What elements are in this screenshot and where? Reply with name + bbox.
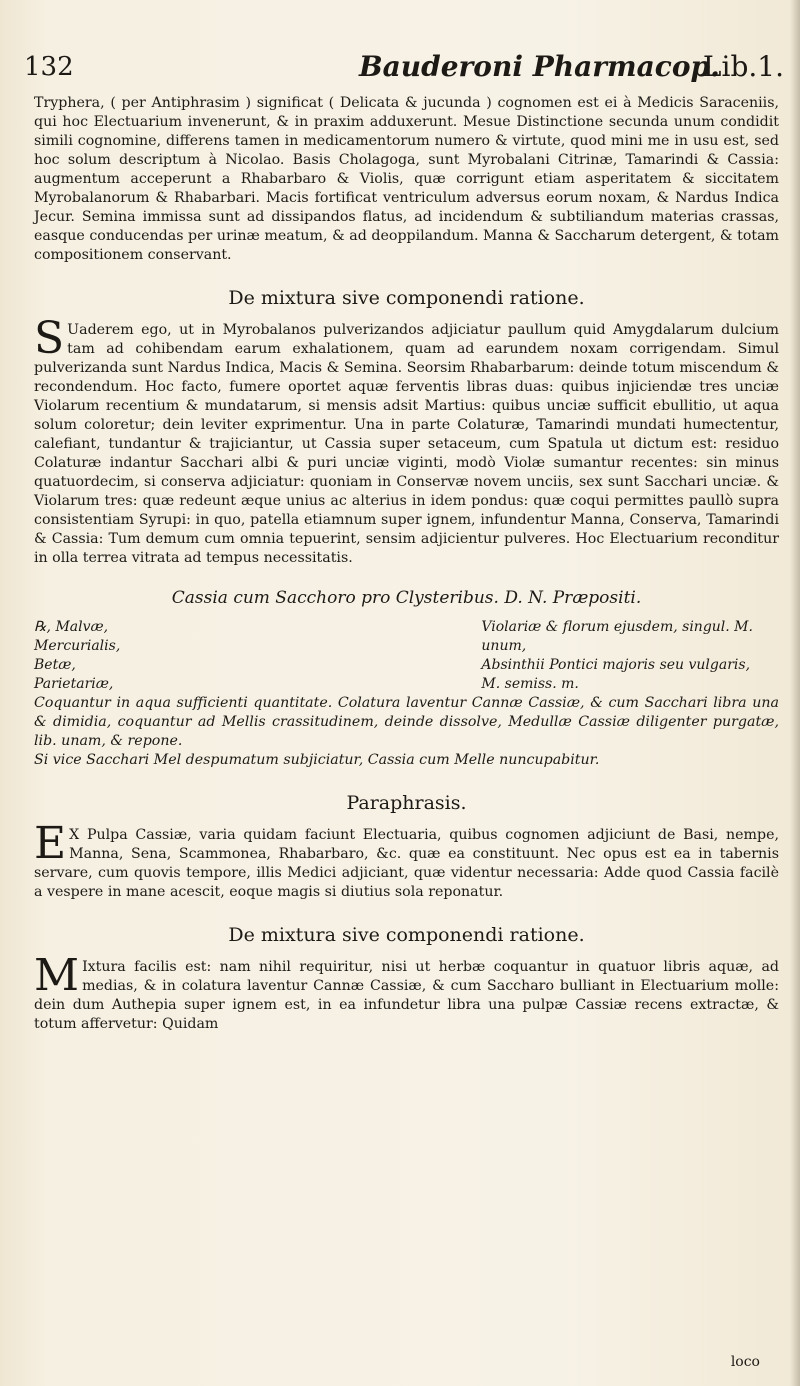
paragraph-coquantur: Coquantur in aqua sufficienti quantitate. Colatura laventur Cannæ Cassiæ, & cum Sacchari libra una & dimidia, coquantur ad Mellis crassitudinem, deinde dissolve, Medullæ Cassiæ diligenter purgatæ, lib. unam, & repone. (34, 695, 779, 749)
ingredient-line: Violariæ & florum ejusdem, singul. M. (481, 619, 753, 635)
paragraph-suaderem: SUaderem ego, ut in Myrobalanos pulverizandos adjiciatur paullum quid Amygdalarum dulcium tam ad cohibendam earum exhalationem, quam ad earundem noxam corrigendam. Simul pulverizanda sunt Nardus Indica, Macis & Semina. Seorsim Rhabarbarum: deinde totum miscendum & recondendum. Hoc facto, fumere oportet aquæ ferventis libras duas: quibus injiciendæ tres unciæ Violarum recentium & mundatarum, si mensis adsit Martius: quibus unciæ sufficit ebullitio, ut aqua solum coloretur; dein leviter exprimentur. Una in parte Colaturæ, Tamarindi mundati humectentur, calefiant, tundantur & trajiciantur, ut Cassia super setaceum, cum Spatula ut dictum est: residuo Colaturæ indantur Sacchari albi & puri unciæ viginti, modò Violæ sumantur recentes: sin minus quatuordecim, si conserva adjiciatur: quoniam in Conservæ novem unciis, sex sunt Sacchari unciæ. & Violarum tres: quæ redeunt æque unius ac alterius in idem pondus: quæ coqui permittes paullò supra consistentiam Syrupi: in quo, patella etiamnum super ignem, infundentur Manna, Conserva, Tamarindi & Cassia: Tum demum cum omnia tepuerint, sensim adjicientur pulveres. Hoc Electuarium reconditur in olla terrea vitrata ad tempus necessitatis. (34, 313, 779, 566)
running-title: Bauderoni Pharmacop. (359, 50, 720, 83)
ingredient-line: unum, (481, 638, 527, 654)
paragraph-mixtura-facilis: MIxtura facilis est: nam nihil requiritur, nisi ut herbæ coquantur in quatuor libris aquæ, ad medias, & in colatura laventur Cannæ Cassiæ, & cum Saccharo bulliant in Electuarium molle: dein dum Authepia super ignem est, in ea infundetur libra una pulpæ Cassiæ recens extractæ, & totum affervetur: Quidam (34, 950, 779, 1032)
ingredient-line: Absinthii Pontici majoris seu vulgaris, (481, 657, 751, 673)
recipe-ingredients (34, 618, 779, 694)
ingredient-line: Parietariæ, (34, 676, 114, 692)
ingredient-line: Mercurialis, (34, 638, 121, 654)
page-edge-shadow (790, 0, 800, 1386)
section-heading-mixtura-1: De mixtura sive componendi ratione. (228, 287, 585, 309)
section-heading-mixtura-2: De mixtura sive componendi ratione. (228, 924, 585, 946)
ingredient-line: Betæ, (34, 657, 76, 673)
section-heading-paraphrasis: Paraphrasis. (346, 792, 467, 814)
paragraph-ex-pulpa: EX Pulpa Cassiæ, varia quidam faciunt Electuaria, quibus cognomen adjiciunt de Basi, nempe, Manna, Sena, Scammonea, Rhabarbaro, &c. quæ ea constituunt. Nec opus est ea in tabernis servare, cum quovis tempore, illis Medici adjiciant, quæ videntur necessaria: Adde quod Cassia facilè a vespere in mane acescit, eoque magis si diutius sola reponatur. (34, 818, 779, 900)
paragraph-tryphera: Tryphera, ( per Antiphrasim ) significat ( Delicata & jucunda ) cognomen est ei à Medicis Saraceniis, qui hoc Electuarium invenerunt, & in praxim adduxerunt. Mesue Distinctione secunda unum condidit simili cognomine, differens tamen in medicamentorum numero & virtute, quod mini me in usu est, sed hoc solum descriptum à Nicolao. Basis Cholagoga, sunt Myrobalani Citrinæ, Tamarindi & Cassia: augmentum acceperunt a Rhabarbaro & Violis, quæ corrigunt etiam asperitatem & siccitatem Myrobalanorum & Rhabarbari. Macis fortificat ventriculum adversus eorum noxam, & Nardus Indica Jecur. Semina immissa sunt ad dissipandos flatus, ad incidendum & subtiliandum materias crassas, easque conducendas per urinæ meatum, & ad deoppilandum. Manna & Saccharum detergent, & totam compositionem conservant. (34, 95, 779, 263)
book-label: Lib.1. (702, 50, 784, 83)
ingredient-line: ℞, Malvæ, (34, 619, 109, 635)
recipe-right-column (421, 618, 779, 694)
page-body (34, 94, 779, 1034)
paragraph-si-vice: Si vice Sacchari Mel despumatum subjiciatur, Cassia cum Melle nuncupabitur. (34, 752, 600, 768)
recipe-heading-cassia: Cassia cum Sacchoro pro Clysteribus. D. N. Præpositi. (171, 588, 642, 608)
catchword: loco (730, 1354, 760, 1370)
page-number: 132 (24, 52, 74, 82)
ingredient-line: M. semiss. m. (481, 676, 579, 692)
page-header (24, 44, 784, 90)
recipe-left-column (34, 618, 392, 694)
